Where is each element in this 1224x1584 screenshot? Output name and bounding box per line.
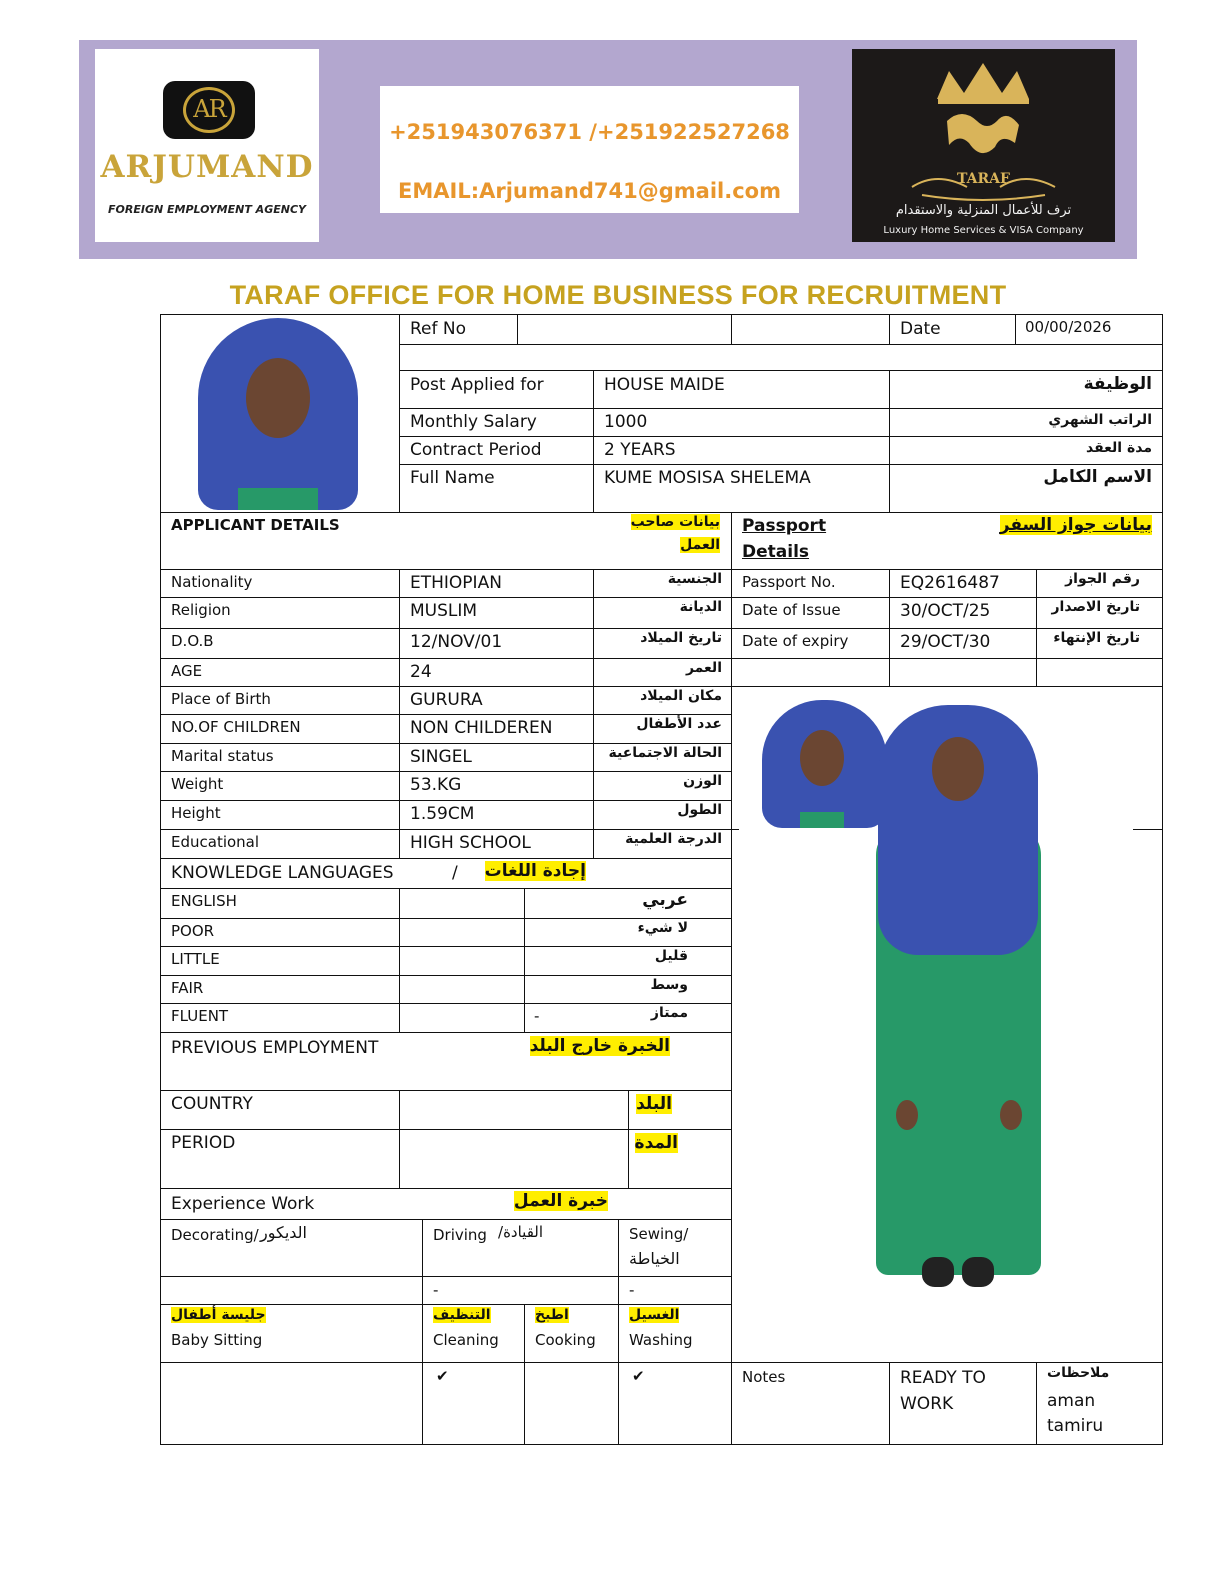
agency-name: ARJUMAND [100,149,314,185]
notes-value-line-2: WORK [900,1394,954,1414]
grid-line [160,918,732,919]
notes-label-ar: ملاحظات [1047,1365,1110,1381]
grid-line [160,1129,732,1130]
country-label-ar: البلد [636,1094,672,1114]
applicant-field-label: Marital status [171,747,274,765]
applicant-field-value: 12/NOV/01 [410,632,503,652]
language-row-label-ar: وسط [650,977,688,993]
applicant-field-label: Religion [171,601,231,619]
contract-value: 2 YEARS [604,440,676,460]
baby-sitting-label-ar: جليسة أطفال [171,1307,266,1323]
grid-line [160,1444,1163,1445]
grid-line [160,1276,732,1277]
full-name-value: KUME MOSISA SHELEMA [604,468,811,488]
date-label: Date [900,319,941,339]
grid-line [160,1003,732,1004]
applicant-heading-ar-1: بيانات صاحب [630,514,720,530]
grid-line [160,314,1163,315]
grid-line [160,628,1163,629]
country-label: COUNTRY [171,1094,253,1114]
grid-line [524,888,525,1033]
washing-label: Washing [629,1331,693,1349]
grid-line [422,1219,423,1445]
grid-line [160,512,1163,513]
sewing-label-ar: الخياطة [629,1249,680,1268]
passport-field-label: Date of expiry [742,632,849,650]
period-label-ar: المدة [634,1133,678,1153]
grid-line [889,314,890,345]
grid-line [618,1219,619,1445]
languages-heading-ar: إجادة اللغات [484,861,586,881]
grid-line [593,569,594,859]
grid-line [160,771,732,772]
grid-line [160,975,732,976]
applicant-field-value: SINGEL [410,747,472,767]
grid-line [399,464,1163,465]
decorating-label-ar: الديكور [260,1223,307,1242]
grid-line [731,829,739,830]
language-row-label-ar: قليل [654,948,688,964]
applicant-field-label-ar: الوزن [683,773,722,789]
applicant-field-label-ar: مكان الميلاد [640,688,722,704]
applicant-field-label: Educational [171,833,260,851]
applicant-field-label-ar: الحالة الاجتماعية [608,745,722,761]
salary-label: Monthly Salary [410,412,537,432]
language-row-label: FAIR [171,979,204,997]
cooking-label-ar: اطبخ [535,1307,569,1323]
taraf-arabic-name: ترف للأعمال المنزلية والاستقدام [895,203,1072,218]
passport-field-label-ar: تاريخ الاصدار [1051,599,1140,615]
grid-line [160,597,1163,598]
applicant-field-value: GURURA [410,690,483,710]
applicant-field-value: MUSLIM [410,601,478,621]
passport-field-value: 30/OCT/25 [900,601,991,621]
applicant-field-label-ar: الدرجة العلمية [625,831,722,847]
grid-line [160,1304,732,1305]
grid-line [731,314,732,345]
grid-line [399,408,1163,409]
post-value: HOUSE MAIDE [604,375,725,395]
passport-field-value: 29/OCT/30 [900,632,991,652]
grid-line [160,658,1163,659]
grid-line [160,800,732,801]
applicant-field-label: Nationality [171,573,253,591]
applicant-full-body-photo [858,705,1058,1295]
full-name-label: Full Name [410,468,495,488]
post-label-ar: الوظيفة [1083,374,1152,394]
grid-line [889,1362,890,1445]
agency-logo [95,49,319,242]
passport-field-label-ar: تاريخ الإنتهاء [1053,630,1140,646]
taraf-word: TARAF [957,171,1010,187]
language-row-label: LITTLE [171,950,220,968]
notes-value-line-1: READY TO [900,1368,986,1388]
grid-line [160,888,732,889]
contact-box [380,86,799,213]
signature-line-2: tamiru [1047,1416,1104,1436]
previous-employment-heading-ar: الخبرة خارج البلد [529,1036,670,1056]
grid-line [399,436,1163,437]
language-row-label: ENGLISH [171,892,237,910]
sewing-label: Sewing/ [629,1225,689,1243]
salary-label-ar: الراتب الشهري [1048,412,1152,428]
passport-heading-2: Details [742,542,810,562]
grid-line [160,946,732,947]
applicant-field-label-ar: عدد الأطفال [636,716,722,732]
phone-numbers: +251943076371 /+251922527268 [389,120,790,144]
grid-line [160,1188,732,1189]
passport-field-label: Passport No. [742,573,836,591]
grid-line [889,569,890,687]
washing-check-icon: ✔ [632,1367,645,1385]
date-value: 00/00/2026 [1025,318,1112,336]
grid-line [160,858,732,859]
contract-label-ar: مدة العقد [1085,440,1152,456]
grid-line [399,344,1163,345]
cooking-label: Cooking [535,1331,596,1349]
grid-line [517,314,518,345]
grid-line [160,714,732,715]
baby-sitting-label: Baby Sitting [171,1331,263,1349]
sewing-mark: - [629,1281,635,1299]
passport-field-label-ar: رقم الجواز [1065,571,1140,587]
language-row-label-ar: ممتاز [650,1005,688,1021]
grid-line [399,888,400,1033]
applicant-field-label-ar: تاريخ الميلاد [640,630,722,646]
driving-label: Driving [433,1226,487,1244]
applicant-field-value: 1.59CM [410,804,475,824]
ar-logo-icon [163,81,255,139]
applicant-field-label: Height [171,804,221,822]
decorating-label: Decorating/ [171,1226,259,1244]
applicant-field-label: D.O.B [171,632,214,650]
notes-label: Notes [742,1368,786,1386]
applicant-field-label-ar: العمر [685,660,722,676]
applicant-field-value: HIGH SCHOOL [410,833,531,853]
languages-heading: KNOWLEDGE LANGUAGES [171,863,394,883]
driving-mark: - [433,1281,439,1299]
applicant-field-value: 53.KG [410,775,462,795]
grid-line [160,1362,1163,1363]
ref-no-label: Ref No [410,319,467,339]
grid-line [160,829,732,830]
grid-line [160,1032,732,1033]
passport-field-value: EQ2616487 [900,573,1000,593]
grid-line [160,569,1163,570]
language-row-label: POOR [171,922,215,940]
grid-line [160,743,732,744]
experience-heading-ar: خبرة العمل [513,1191,608,1211]
language-row-mark: - [534,1007,540,1025]
applicant-field-value: 24 [410,662,432,682]
applicant-field-label-ar: الجنسية [667,571,722,587]
grid-line [524,1304,525,1445]
grid-line [593,370,594,513]
applicant-details-heading: APPLICANT DETAILS [171,516,340,534]
grid-line [1133,829,1163,830]
language-row-label-ar: عربي [642,890,688,910]
grid-line [1015,314,1016,345]
applicant-heading-ar-2: العمل [680,537,720,553]
grid-line [628,1090,629,1189]
taraf-logo [852,49,1115,242]
applicant-field-label: Place of Birth [171,690,271,708]
taraf-english-name: Luxury Home Services & VISA Company [883,225,1084,236]
agency-tagline: FOREIGN EMPLOYMENT AGENCY [108,203,306,216]
grid-line [1036,569,1037,687]
cleaning-check-icon: ✔ [436,1367,449,1385]
grid-line [731,888,732,1033]
document-title: TARAF OFFICE FOR HOME BUSINESS FOR RECRUITMENT [229,280,1007,310]
grid-line [399,1090,400,1189]
grid-line [1036,1362,1037,1445]
applicant-field-label: AGE [171,662,203,680]
grid-line [399,370,1163,371]
passport-heading-ar: بيانات جواز السفر [999,515,1152,535]
washing-label-ar: الغسيل [629,1307,680,1323]
ar-logo-letters: AR [193,95,225,123]
grid-line [399,569,400,859]
languages-slash: / [452,863,458,883]
driving-label-ar: /القيادة [498,1223,544,1241]
applicant-field-label: NO.OF CHILDREN [171,718,301,736]
applicant-field-label: Weight [171,775,224,793]
grid-line [160,1090,732,1091]
email-address: EMAIL:Arjumand741@gmail.com [398,179,781,203]
experience-heading: Experience Work [171,1194,315,1214]
applicant-field-label-ar: الديانة [679,599,722,615]
passport-heading-1: Passport [742,516,827,536]
post-label: Post Applied for [410,375,544,395]
grid-line [889,370,890,513]
salary-value: 1000 [604,412,648,432]
signature-line-1: aman [1047,1391,1096,1411]
passport-field-label: Date of Issue [742,601,841,619]
grid-line [160,1219,732,1220]
language-row-label-ar: لا شيء [637,920,688,936]
applicant-field-label-ar: الطول [677,802,722,818]
contract-label: Contract Period [410,440,542,460]
applicant-field-value: NON CHILDEREN [410,718,553,738]
previous-employment-heading: PREVIOUS EMPLOYMENT [171,1038,379,1058]
cleaning-label-ar: التنظيف [433,1307,491,1323]
applicant-portrait-photo [168,318,388,510]
applicant-field-value: ETHIOPIAN [410,573,502,593]
language-row-label: FLUENT [171,1007,229,1025]
grid-line [1162,314,1163,1445]
period-label: PERIOD [171,1133,236,1153]
cleaning-label: Cleaning [433,1331,499,1349]
grid-line [160,686,1163,687]
full-name-label-ar: الاسم الكامل [1043,467,1152,487]
